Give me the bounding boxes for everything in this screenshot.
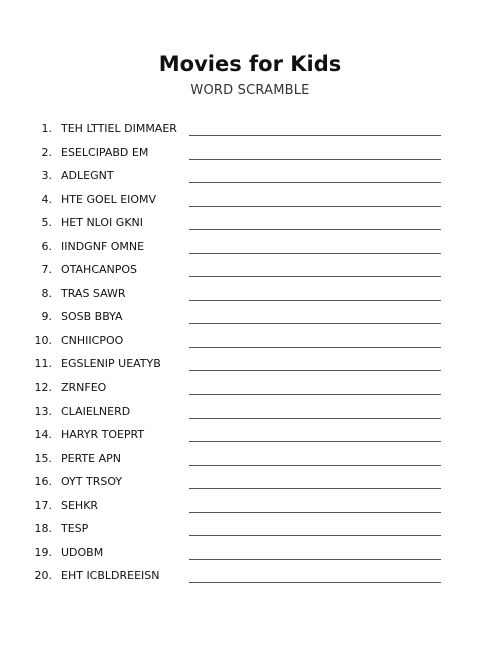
item-number: 5.	[41, 216, 52, 230]
item-number: 20.	[34, 569, 52, 583]
list-item	[0, 259, 500, 283]
scrambled-word: HARYR TOEPRT	[61, 428, 145, 442]
scrambled-word: IINDGNF OMNE	[61, 239, 145, 253]
item-number: 18.	[34, 522, 52, 536]
list-item	[0, 518, 500, 542]
answer-line[interactable]	[189, 159, 441, 160]
list-item	[0, 542, 500, 566]
scrambled-word: OTAHCANPOS	[61, 263, 138, 277]
scrambled-word: CNHIICPOO	[61, 333, 124, 347]
list-item	[0, 424, 500, 448]
item-number: 14.	[34, 428, 52, 442]
answer-line[interactable]	[189, 370, 441, 371]
item-number: 19.	[34, 545, 52, 559]
scrambled-word: ADLEGNT	[61, 169, 114, 183]
scrambled-word: EGSLENIP UEATYB	[61, 357, 161, 371]
answer-line[interactable]	[189, 512, 441, 513]
list-item	[0, 353, 500, 377]
list-item	[0, 330, 500, 354]
answer-line[interactable]	[189, 300, 441, 301]
list-item	[0, 236, 500, 260]
answer-line[interactable]	[189, 323, 441, 324]
answer-line[interactable]	[189, 441, 441, 442]
answer-line[interactable]	[189, 582, 441, 583]
scrambled-word: TRAS SAWR	[61, 286, 126, 300]
scrambled-word: OYT TRSOY	[61, 475, 123, 489]
scrambled-word: ZRNFEO	[61, 381, 107, 395]
list-item	[0, 448, 500, 472]
scrambled-word: UDOBM	[61, 545, 104, 559]
page-title: Movies for Kids	[158, 52, 342, 76]
list-item	[0, 377, 500, 401]
answer-line[interactable]	[189, 559, 441, 560]
item-number: 3.	[41, 169, 52, 183]
list-item	[0, 495, 500, 519]
answer-line[interactable]	[189, 182, 441, 183]
answer-line[interactable]	[189, 418, 441, 419]
list-item	[0, 306, 500, 330]
item-number: 9.	[41, 310, 52, 324]
item-number: 17.	[34, 498, 52, 512]
list-item	[0, 471, 500, 495]
answer-line[interactable]	[189, 135, 441, 136]
answer-line[interactable]	[189, 535, 441, 536]
item-number: 15.	[34, 451, 52, 465]
answer-line[interactable]	[189, 465, 441, 466]
item-number: 7.	[41, 263, 52, 277]
page-subtitle: WORD SCRAMBLE	[190, 83, 310, 98]
list-item	[0, 212, 500, 236]
item-number: 6.	[41, 239, 52, 253]
item-number: 10.	[34, 333, 52, 347]
list-item	[0, 401, 500, 425]
answer-line[interactable]	[189, 206, 441, 207]
item-number: 16.	[34, 475, 52, 489]
scrambled-word: ESELCIPABD EM	[61, 145, 149, 159]
answer-line[interactable]	[189, 347, 441, 348]
item-number: 12.	[34, 381, 52, 395]
item-number: 1.	[41, 122, 52, 135]
item-number: 11.	[34, 357, 52, 371]
item-number: 4.	[41, 192, 52, 206]
list-item	[0, 118, 500, 142]
scrambled-word: HTE GOEL EIOMV	[61, 192, 157, 206]
scrambled-word: TESP	[61, 522, 89, 536]
answer-line[interactable]	[189, 488, 441, 489]
item-number: 13.	[34, 404, 52, 418]
scrambled-word: SOSB BBYA	[61, 310, 123, 324]
answer-line[interactable]	[189, 229, 441, 230]
list-item	[0, 165, 500, 189]
answer-line[interactable]	[189, 394, 441, 395]
scramble-list	[0, 118, 500, 589]
list-item	[0, 283, 500, 307]
scrambled-word: EHT ICBLDREEISN	[61, 569, 160, 583]
scrambled-word: CLAIELNERD	[61, 404, 131, 418]
list-item	[0, 565, 500, 589]
scrambled-word: HET NLOI GKNI	[61, 216, 144, 230]
scrambled-word: TEH LTTIEL DIMMAER	[61, 122, 177, 135]
item-number: 8.	[41, 286, 52, 300]
scrambled-word: SEHKR	[61, 498, 99, 512]
scrambled-word: PERTE APN	[61, 451, 121, 465]
answer-line[interactable]	[189, 276, 441, 277]
list-item	[0, 189, 500, 213]
answer-line[interactable]	[189, 253, 441, 254]
list-item	[0, 142, 500, 166]
item-number: 2.	[41, 145, 52, 159]
